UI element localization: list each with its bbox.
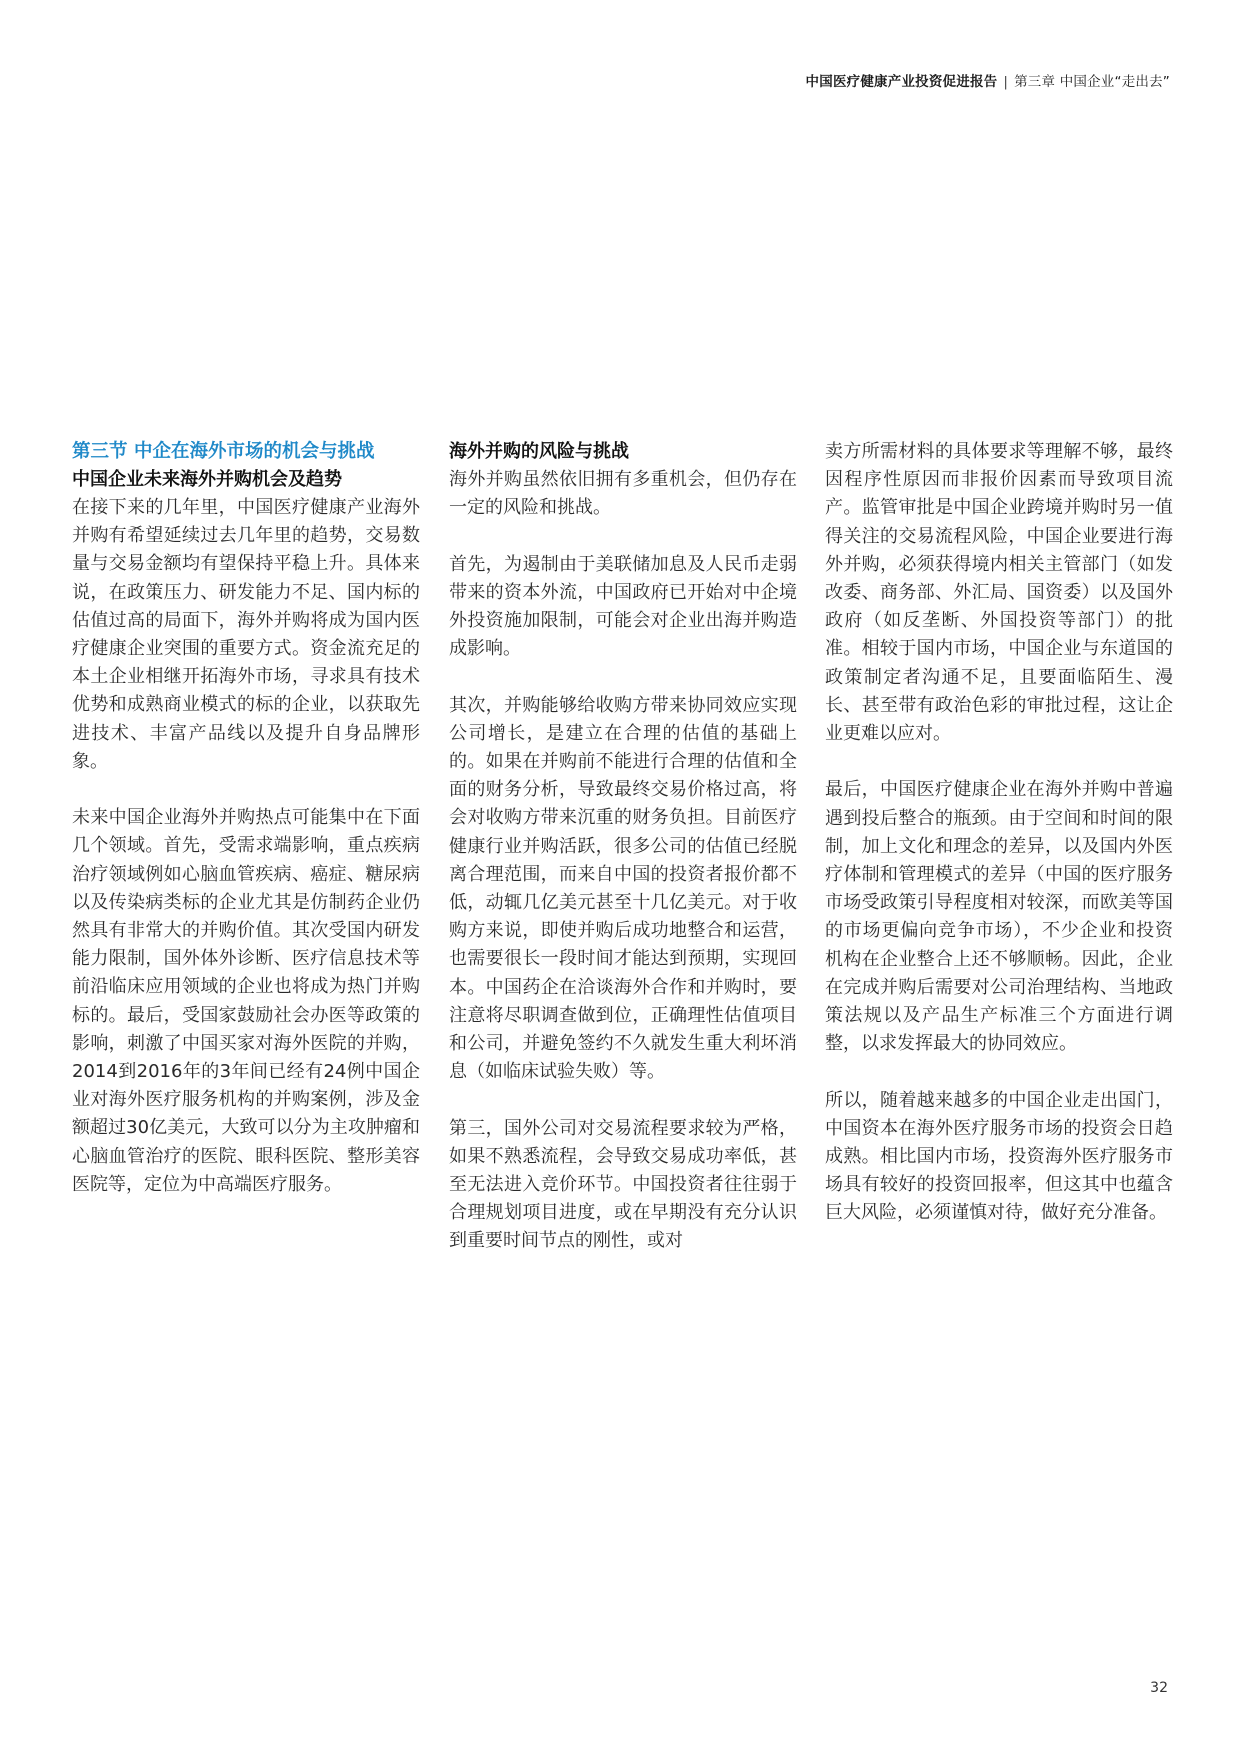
text-column-3 xyxy=(825,438,1173,1256)
sub-heading-risks: 海外并购的风险与挑战 xyxy=(449,441,629,462)
page-number: 32 xyxy=(1150,1680,1168,1696)
running-header xyxy=(806,70,1170,90)
paragraph: 所以，随着越来越多的中国企业走出国门，中国资本在海外医疗服务市场的投资会日趋成熟。相比国内市场，投资海外医疗服务市场具有较好的投资回报率，但这其中也蕴含巨大风险，必须谨慎对待，做好充分准备。 xyxy=(825,1089,1173,1224)
section-heading: 第三节 中企在海外市场的机会与挑战 xyxy=(72,441,375,462)
text-column-2 xyxy=(449,438,797,1284)
paragraph: 第三，国外公司对交易流程要求较为严格，如果不熟悉流程，会导致交易成功率低，甚至无法进入竞价环节。中国投资者往往弱于合理规划项目进度，或在早期没有充分认识到重要时间节点的刚性，或对 xyxy=(449,1117,797,1252)
paragraph: 其次，并购能够给收购方带来协同效应实现公司增长，是建立在合理的估值的基础上的。如果在并购前不能进行合理的估值和全面的财务分析，导致最终交易价格过高，将会对收购方带来沉重的财务负担。目前医疗健康行业并购活跃，很多公司的估值已经脱离合理范围，而来自中国的投资者报价都不低，动辄几亿美元甚至十几亿美元。对于收购方来说，即使并购后成功地整合和运营，也需要很长一段时间才能达到预期，实现回本。中国药企在洽谈海外合作和并购时，要注意将尽职调查做到位，正确理性估值项目和公司，并避免签约不久就发生重大利坏消息（如临床试验失败）等。 xyxy=(449,694,797,1083)
text-column-1 xyxy=(72,438,420,1227)
document-title: 中国医疗健康产业投资促进报告 xyxy=(805,74,998,90)
chapter-title: 第三章 中国企业“走出去” xyxy=(1014,74,1170,90)
header-separator: | xyxy=(1003,74,1009,90)
paragraph: 未来中国企业海外并购热点可能集中在下面几个领域。首先，受需求端影响，重点疾病治疗领域例如心脑血管疾病、癌症、糖尿病以及传染病类标的企业尤其是仿制药企业仍然具有非常大的并购价值。其次受国内研发能力限制，国外体外诊断、医疗信息技术等前沿临床应用领域的企业也将成为热门并购标的。最后，受国家鼓励社会办医等政策的影响，刺激了中国买家对海外医院的并购，2014到2016年的3年间已经有24例中国企业对海外医疗服务机构的并购案例，涉及金额超过30亿美元，大致可以分为主攻肿瘤和心脑血管治疗的医院、眼科医院、整形美容医院等，定位为中高端医疗服务。 xyxy=(72,807,420,1195)
paragraph: 在接下来的几年里，中国医疗健康产业海外并购有希望延续过去几年里的趋势，交易数量与交易金额均有望保持平稳上升。具体来说，在政策压力、研发能力不足、国内标的估值过高的局面下，海外并购将成为国内医疗健康企业突围的重要方式。资金流充足的本土企业相继开拓海外市场，寻求具有技术优势和成熟商业模式的标的企业，以获取先进技术、丰富产品线以及提升自身品牌形象。 xyxy=(72,497,420,772)
paragraph: 卖方所需材料的具体要求等理解不够，最终因程序性原因而非报价因素而导致项目流产。监管审批是中国企业跨境并购时另一值得关注的交易流程风险，中国企业要进行海外并购，必须获得境内相关主管部门（如发改委、商务部、外汇局、国资委）以及国外政府（如反垄断、外国投资等部门）的批准。相较于国内市场，中国企业与东道国的政策制定者沟通不足，且要面临陌生、漫长、甚至带有政治色彩的审批过程，这让企业更难以应对。 xyxy=(825,441,1173,745)
sub-heading-opportunities: 中国企业未来海外并购机会及趋势 xyxy=(72,469,342,490)
paragraph: 海外并购虽然依旧拥有多重机会，但仍存在一定的风险和挑战。 xyxy=(449,469,797,519)
paragraph: 首先，为遏制由于美联储加息及人民币走弱带来的资本外流，中国政府已开始对中企境外投资施加限制，可能会对企业出海并购造成影响。 xyxy=(449,553,797,660)
paragraph: 最后，中国医疗健康企业在海外并购中普遍遇到投后整合的瓶颈。由于空间和时间的限制，加上文化和理念的差异，以及国内外医疗体制和管理模式的差异（中国的医疗服务市场受政策引导程度相对较深，而欧美等国的市场更偏向竞争市场），不少企业和投资机构在企业整合上还不够顺畅。因此，企业在完成并购后需要对公司治理结构、当地政策法规以及产品生产标准三个方面进行调整，以求发挥最大的协同效应。 xyxy=(825,779,1173,1055)
